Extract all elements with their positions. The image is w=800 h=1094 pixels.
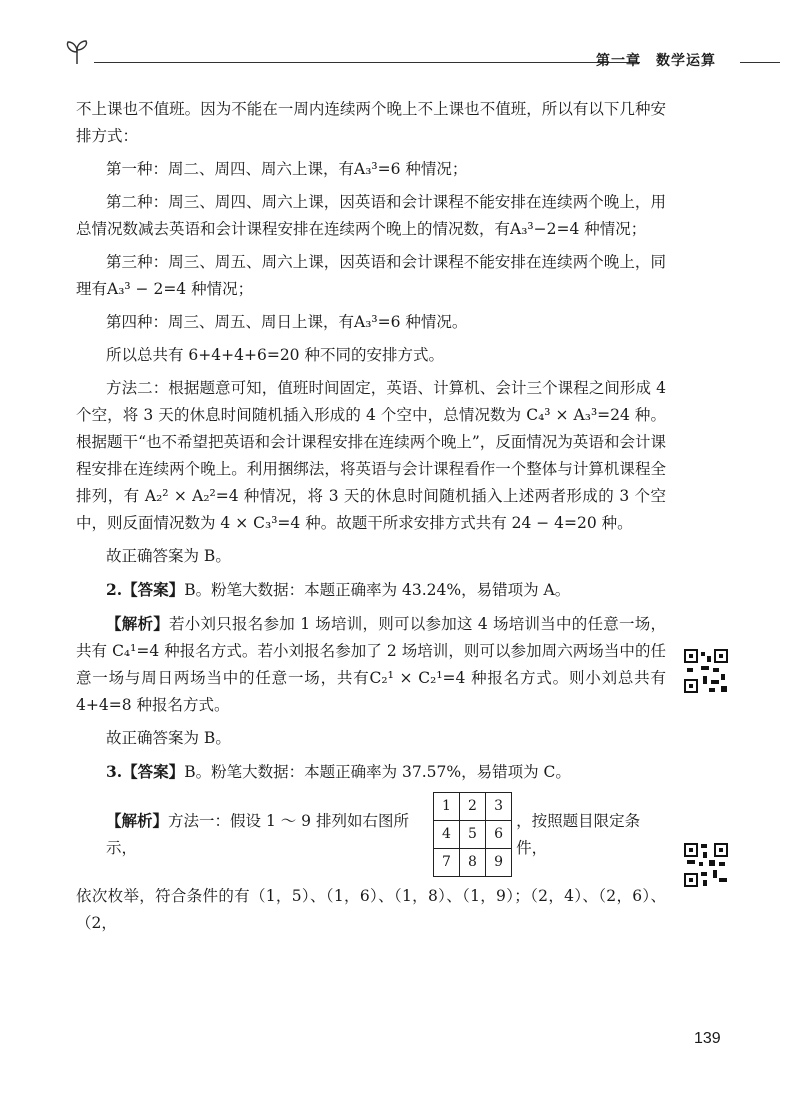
header-rule	[94, 62, 640, 63]
q3-analysis	[76, 792, 666, 877]
grid-cell: 6	[486, 821, 512, 849]
q2-analysis	[76, 610, 666, 719]
sprout-icon	[62, 40, 92, 66]
paragraph: 不上课也不值班。因为不能在一周内连续两个晚上不上课也不值班，所以有以下几种安排方式：	[76, 100, 666, 145]
page-number: 139	[694, 1030, 721, 1047]
page-body	[76, 96, 666, 943]
grid-cell: 1	[433, 793, 459, 821]
q3-analysis-before: 方法一：假设 1 ～ 9 排列如右图所示，	[106, 812, 409, 857]
paragraph: 方法二：根据题意可知，值班时间固定，英语、计算机、会计三个课程之间形成 4 个空，将 3 天的休息时间随机插入形成的 4 个空中，总情况数为 C₄³ × A₃³=24 种。根据题干“也不希望把英语和会计课程安排在连续两个晚上”，反面情况为英语和会计课程安排在连续两个晚上。利用捆绑法，将英语与会计课程看作一个整体与计算机课程全排列，有 A₂² × A₂²=4 种情况，将 3 天的休息时间随机插入上述两者形成的 3 个空中，则反面情况数为 4 × C₃³=4 种。故题干所求安排方式共有 24 − 4=20 种。	[76, 379, 666, 532]
qr-code-icon	[683, 648, 729, 694]
q2-analysis-label: 【解析】	[106, 614, 170, 633]
grid-cell: 9	[486, 849, 512, 877]
number-grid	[433, 792, 512, 877]
q3-analysis-intro	[76, 807, 429, 862]
q3-continuation: 依次枚举，符合条件的有（1，5）、（1，6）、（1，8）、（1，9）；（2，4）、（2，6）、（2，	[76, 887, 666, 932]
q3-answer-label: 3.【答案】	[106, 762, 185, 781]
q2-answer	[76, 576, 666, 604]
q2-answer-text: B。粉笔大数据：本题正确率为 43.24%，易错项为 A。	[184, 581, 571, 599]
paragraph: 第四种：周三、周五、周日上课，有A₃³=6 种情况。	[106, 313, 468, 331]
header-rule-right	[740, 62, 780, 63]
q3-analysis-after: ，按照题目限定条件，	[516, 811, 641, 857]
paragraph: 第三种：周三、周五、周六上课，因英语和会计课程不能安排在连续两个晚上，同理有A₃³ − 2=4 种情况；	[76, 253, 666, 298]
grid-cell: 7	[433, 849, 459, 877]
q3-answer	[76, 758, 666, 786]
chapter-title: 第一章 数学运算	[596, 53, 716, 69]
paragraph: 故正确答案为 B。	[106, 547, 231, 565]
grid-cell: 5	[459, 821, 485, 849]
q3-analysis-label: 【解析】	[106, 811, 169, 830]
grid-cell: 4	[433, 821, 459, 849]
paragraph: 第一种：周二、周四、周六上课，有A₃³=6 种情况；	[106, 160, 468, 178]
grid-cell: 3	[486, 793, 512, 821]
q2-answer-label: 2.【答案】	[106, 580, 185, 599]
qr-code-icon	[683, 842, 729, 888]
paragraph: 第二种：周三、周四、周六上课，因英语和会计课程不能安排在连续两个晚上，用总情况数减去英语和会计课程安排在连续两个晚上的情况数，有A₃³−2=4 种情况；	[76, 193, 666, 238]
page-header	[60, 40, 780, 80]
q3-answer-text: B。粉笔大数据：本题正确率为 37.57%，易错项为 C。	[184, 763, 571, 781]
grid-cell: 8	[459, 849, 485, 877]
q2-analysis-text: 若小刘只报名参加 1 场培训，则可以参加这 4 场培训当中的任意一场，共有 C₄¹=4 种报名方式。若小刘报名参加了 2 场培训，则可以参加周六两场当中的任意一场与周日两场当中的任意一场，共有C₂¹ × C₂¹=4 种报名方式。则小刘总共有 4+4=8 种报名方式。	[76, 615, 666, 714]
paragraph: 所以总共有 6+4+4+6=20 种不同的安排方式。	[106, 346, 444, 364]
grid-cell: 2	[459, 793, 485, 821]
q2-conclusion: 故正确答案为 B。	[106, 729, 231, 747]
